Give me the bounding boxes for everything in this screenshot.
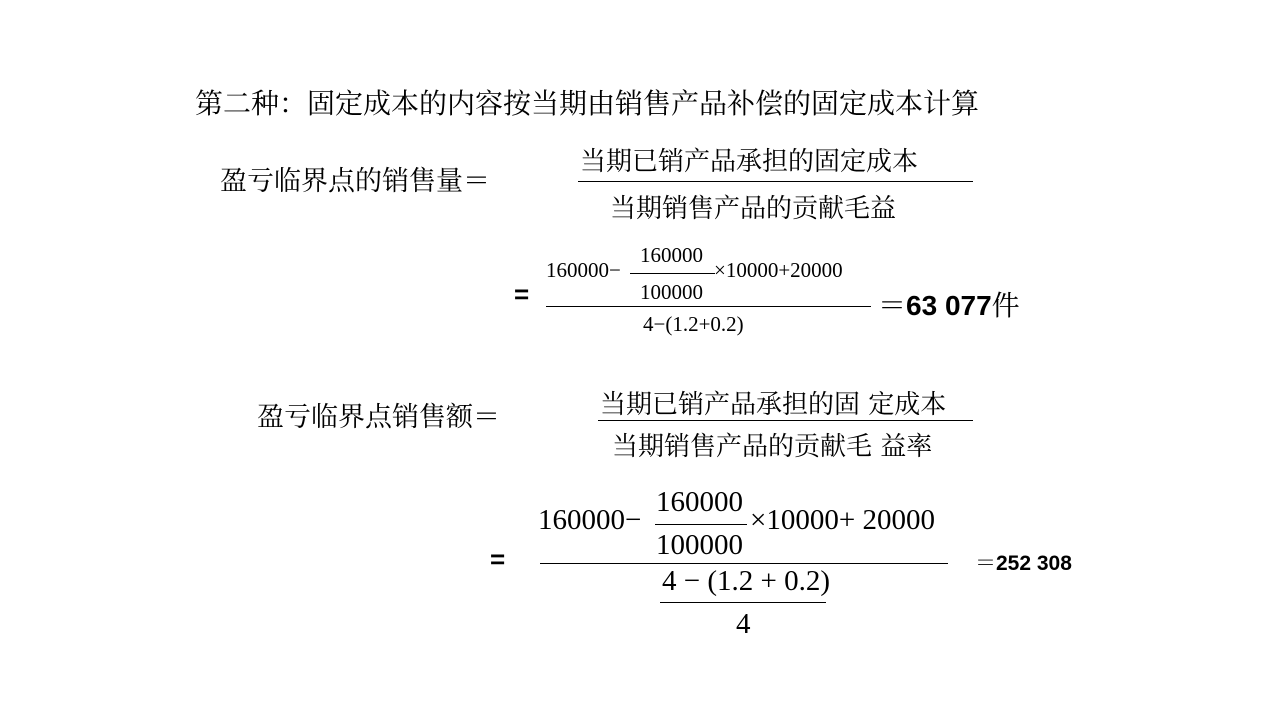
quantity-calc-numerator-tail: ×10000+20000	[714, 258, 843, 282]
quantity-calc-inner-denominator: 100000	[640, 280, 703, 304]
amount-calc-result	[975, 547, 1072, 577]
quantity-result-unit: 件	[991, 289, 1020, 322]
amount-formula-label: 盈亏临界点销售额＝	[257, 402, 500, 433]
amount-formula-numerator: 当期已销产品承担的固 定成本	[600, 390, 947, 420]
quantity-formula-numerator: 当期已销产品承担的固定成本	[580, 147, 919, 177]
amount-calc-numerator-tail: ×10000+ 20000	[750, 504, 935, 536]
amount-calc-inner-fraction-bar	[655, 524, 747, 525]
amount-calc-equals: =	[490, 544, 506, 574]
quantity-result-sign: ＝	[878, 289, 907, 322]
amount-result-value: 252 308	[996, 552, 1072, 575]
quantity-formula-fraction-bar	[578, 181, 973, 182]
quantity-calc-fraction-bar	[546, 306, 871, 307]
amount-calc-denominator-numerator: 4 − (1.2 + 0.2)	[662, 565, 831, 597]
quantity-calc-inner-numerator: 160000	[640, 243, 703, 267]
amount-calc-inner-numerator: 160000	[656, 486, 743, 518]
quantity-calc-denominator: 4−(1.2+0.2)	[643, 312, 744, 336]
quantity-result-value: 63 077	[906, 290, 992, 321]
amount-calc-denominator-denominator: 4	[736, 608, 751, 640]
amount-formula-denominator: 当期销售产品的贡献毛 益率	[612, 432, 933, 462]
quantity-calc-inner-fraction-bar	[630, 273, 715, 274]
amount-calc-numerator-lead: 160000−	[538, 504, 642, 536]
amount-calc-inner-denominator: 100000	[656, 529, 743, 561]
amount-calc-fraction-bar	[540, 563, 948, 564]
amount-calc-denominator-fraction-bar	[660, 602, 826, 603]
amount-result-sign: ＝	[975, 551, 996, 575]
quantity-calc-result	[878, 284, 1020, 324]
quantity-formula-denominator: 当期销售产品的贡献毛益	[610, 194, 897, 224]
quantity-calc-equals: =	[514, 279, 530, 309]
quantity-calc-numerator-lead: 160000−	[546, 258, 621, 282]
slide-title: 第二种：固定成本的内容按当期由销售产品补偿的固定成本计算	[195, 87, 980, 120]
quantity-formula-label: 盈亏临界点的销售量＝	[220, 166, 490, 197]
amount-formula-fraction-bar	[598, 420, 973, 421]
